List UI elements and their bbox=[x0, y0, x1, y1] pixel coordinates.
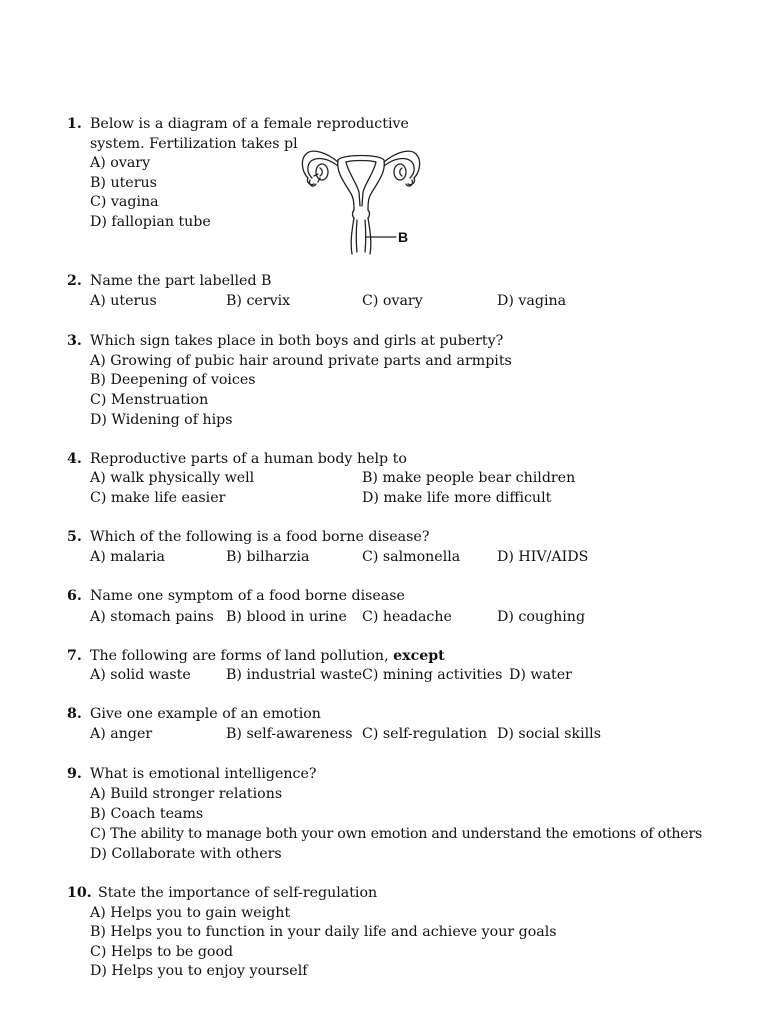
option-d: D) Collaborate with others bbox=[90, 846, 282, 862]
question-number: 2. bbox=[67, 273, 82, 289]
question-text: Below is a diagram of a female reproductive bbox=[90, 116, 409, 132]
option-b: B) make people bear children bbox=[362, 470, 576, 486]
question-text: Reproductive parts of a human body help to bbox=[90, 451, 407, 467]
option-c: C) The ability to manage both your own emotion and understand the emotions of others bbox=[90, 826, 703, 842]
option-b: B) bilharzia bbox=[226, 549, 310, 565]
option-a: A) solid waste bbox=[90, 667, 191, 683]
option-c: C) vagina bbox=[90, 194, 159, 210]
option-a: A) uterus bbox=[90, 293, 157, 309]
female-reproductive-system-diagram bbox=[296, 142, 426, 260]
question-number: 5. bbox=[67, 529, 82, 545]
question-number: 1. bbox=[67, 116, 82, 132]
question-text: system. Fertilization takes pl bbox=[90, 136, 298, 152]
question-text: Which of the following is a food borne disease? bbox=[90, 529, 430, 545]
question-text: State the importance of self-regulation bbox=[98, 885, 378, 901]
option-d: D) HIV/AIDS bbox=[497, 549, 589, 565]
option-d: D) Widening of hips bbox=[90, 412, 233, 428]
option-c: C) headache bbox=[362, 609, 452, 625]
question-number: 8. bbox=[67, 706, 82, 722]
question-text bbox=[90, 646, 445, 666]
question-text: What is emotional intelligence? bbox=[90, 766, 317, 782]
question-text: Name the part labelled B bbox=[90, 273, 272, 289]
option-b: B) uterus bbox=[90, 175, 157, 191]
question-emphasis: except bbox=[393, 648, 445, 664]
option-b: B) Coach teams bbox=[90, 806, 204, 822]
option-d: D) make life more difficult bbox=[362, 490, 552, 506]
option-a: A) anger bbox=[90, 726, 153, 742]
option-d: D) Helps you to enjoy yourself bbox=[90, 963, 308, 979]
option-b: B) Deepening of voices bbox=[90, 372, 256, 388]
question-text: Which sign takes place in both boys and girls at puberty? bbox=[90, 333, 504, 349]
option-b: B) cervix bbox=[226, 293, 291, 309]
option-a: A) Build stronger relations bbox=[90, 786, 283, 802]
option-a: A) Growing of pubic hair around private parts and armpits bbox=[90, 353, 512, 369]
diagram-label-b: B bbox=[398, 229, 409, 245]
option-d: D) fallopian tube bbox=[90, 214, 211, 230]
question-number: 10. bbox=[67, 885, 92, 901]
question-number: 6. bbox=[67, 588, 82, 604]
option-d: D) water bbox=[509, 667, 572, 683]
option-c: C) Helps to be good bbox=[90, 944, 234, 960]
option-a: A) stomach pains bbox=[90, 609, 214, 625]
option-a: A) ovary bbox=[90, 155, 151, 171]
option-c: C) self-regulation bbox=[362, 726, 487, 742]
option-b: B) industrial waste bbox=[226, 667, 363, 683]
question-number: 9. bbox=[67, 766, 82, 782]
question-text: Name one symptom of a food borne disease bbox=[90, 588, 405, 604]
option-c: C) mining activities bbox=[362, 667, 503, 683]
option-b: B) blood in urine bbox=[226, 609, 347, 625]
question-text-main: The following are forms of land pollution, bbox=[90, 648, 389, 664]
option-a: A) walk physically well bbox=[90, 470, 255, 486]
option-b: B) Helps you to function in your daily life and achieve your goals bbox=[90, 924, 557, 940]
question-text: Give one example of an emotion bbox=[90, 706, 321, 722]
option-d: D) social skills bbox=[497, 726, 602, 742]
question-number: 4. bbox=[67, 451, 82, 467]
question-number: 7. bbox=[67, 648, 82, 664]
option-a: A) malaria bbox=[90, 549, 165, 565]
question-number: 3. bbox=[67, 333, 82, 349]
option-a: A) Helps you to gain weight bbox=[90, 905, 291, 921]
option-c: C) ovary bbox=[362, 293, 423, 309]
option-c: C) make life easier bbox=[90, 490, 226, 506]
option-b: B) self-awareness bbox=[226, 726, 353, 742]
option-c: C) salmonella bbox=[362, 549, 461, 565]
option-d: D) vagina bbox=[497, 293, 567, 309]
option-c: C) Menstruation bbox=[90, 392, 209, 408]
option-d: D) coughing bbox=[497, 609, 586, 625]
